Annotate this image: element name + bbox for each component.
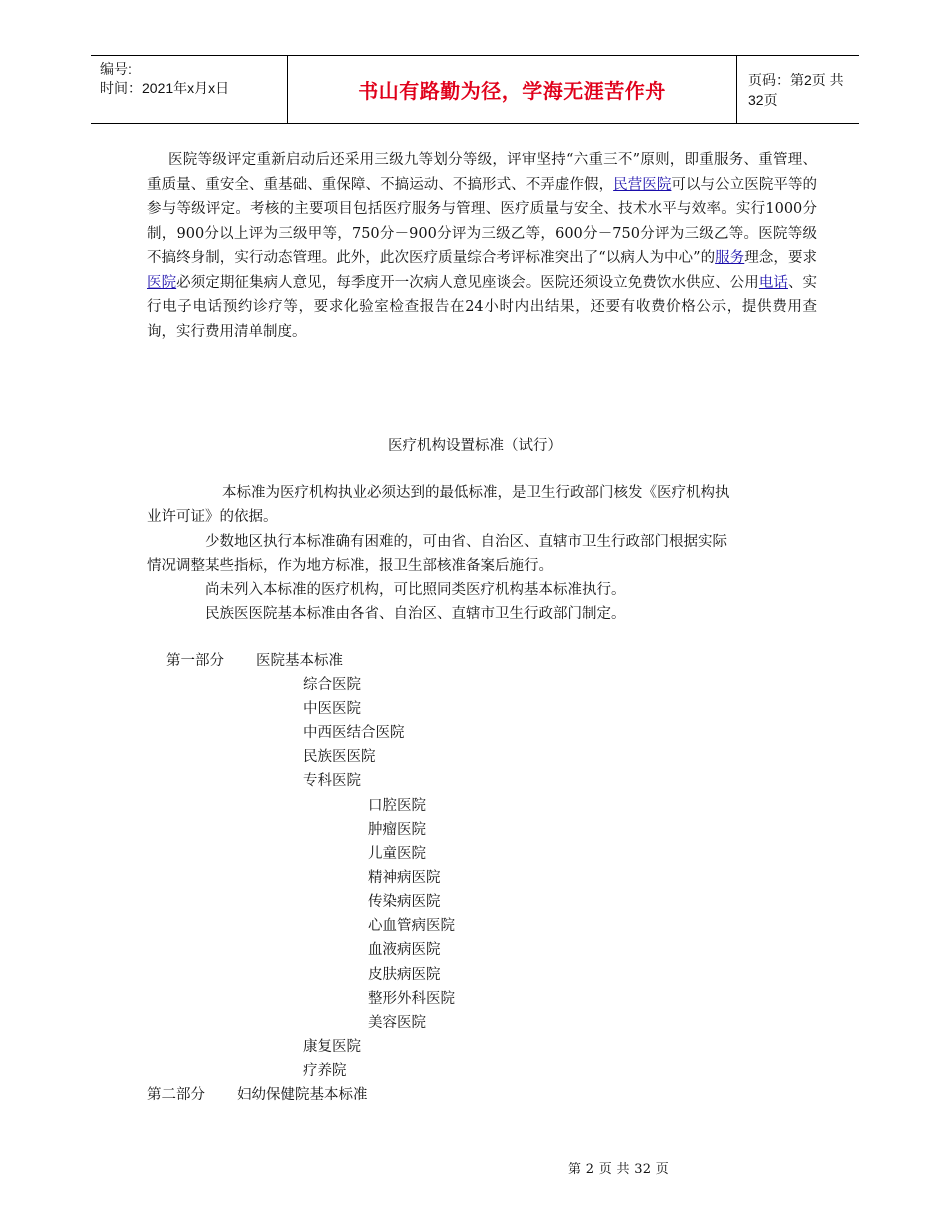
header-motto: 书山有路勤为径，学海无涯苦作舟 xyxy=(287,56,737,123)
intro-text: 医院等级评定重新启动后还采用三级九等划分等级，评审坚持“六重三不”原则，即重服务、重管理、重质量、重安全、重基础、重保障、不搞运动、不搞形式、不弄虚作假， xyxy=(147,152,817,193)
page-header xyxy=(91,55,859,124)
toc-item: 民族医医院 xyxy=(303,749,376,765)
header-meta xyxy=(91,56,286,123)
toc-subitem: 精神病医院 xyxy=(368,870,441,886)
standard-paragraph-2-cont: 情况调整某些指标，作为地方标准，报卫生部核准备案后施行。 xyxy=(147,558,553,574)
part2-title: 妇幼保健院基本标准 xyxy=(237,1087,368,1103)
intro-text: 、实行电子电话预约诊疗等，要求化验室检查报告在24小时内出结果，还要有收费价格公示，提供费用查询，实行费用清单制度。 xyxy=(147,274,818,340)
toc-subitem: 血液病医院 xyxy=(368,942,441,958)
toc-item: 专科医院 xyxy=(303,773,361,789)
link-private-hospital[interactable]: 民营医院 xyxy=(613,176,672,193)
toc-item: 中西医结合医院 xyxy=(303,725,405,741)
link-service[interactable]: 服务 xyxy=(715,250,745,266)
toc-subitem: 美容医院 xyxy=(368,1015,426,1031)
intro-text: 可以与公立医院平等的参与等级评定。考核的主要项目包括医疗服务与管理、医疗质量与安全、技术水平与效率。实行1000分制，900分以上评为三级甲等，750分－900分评为三级乙等，600分－750分评为三级乙等。医院等级不搞终身制，实行动态管理。此外，此次医疗质量综合考评标准突出了“以病人为中心”的 xyxy=(147,176,818,266)
toc-subitem: 皮肤病医院 xyxy=(368,967,441,983)
toc-subitem: 口腔医院 xyxy=(368,798,426,814)
toc-subitem: 心血管病医院 xyxy=(368,918,455,934)
toc-subitem: 肿瘤医院 xyxy=(368,822,426,838)
standard-paragraph-2: 少数地区执行本标准确有困难的，可由省、自治区、直辖市卫生行政部门根据实际 xyxy=(205,534,727,550)
serial-number-label: 编号: xyxy=(100,61,132,77)
intro-text: 必须定期征集病人意见，每季度开一次病人意见座谈会。医院还须设立免费饮水供应、公用 xyxy=(176,274,759,291)
standard-paragraph-1-cont: 业许可证》的依据。 xyxy=(147,509,278,525)
standard-paragraph-4: 民族医医院基本标准由各省、自治区、直辖市卫生行政部门制定。 xyxy=(205,606,626,622)
intro-paragraph xyxy=(147,148,817,344)
toc-item: 疗养院 xyxy=(303,1063,347,1079)
part2-label: 第二部分 xyxy=(147,1087,205,1103)
standard-paragraph-3: 尚未列入本标准的医疗机构，可比照同类医疗机构基本标准执行。 xyxy=(205,582,626,598)
toc-item: 综合医院 xyxy=(303,677,361,693)
toc-item: 康复医院 xyxy=(303,1039,361,1055)
toc-subitem: 传染病医院 xyxy=(368,894,441,910)
standard-paragraph-1: 本标准为医疗机构执业必须达到的最低标准，是卫生行政部门核发《医疗机构执 xyxy=(222,485,730,501)
date-label: 时间：2021年x月x日 xyxy=(100,80,230,96)
part1-title: 医院基本标准 xyxy=(256,653,343,669)
standard-title: 医疗机构设置标准（试行） xyxy=(388,438,562,454)
link-telephone[interactable]: 电话 xyxy=(758,274,788,291)
toc-subitem: 儿童医院 xyxy=(368,846,426,862)
link-hospital[interactable]: 医院 xyxy=(147,274,177,291)
part1-label: 第一部分 xyxy=(166,653,224,669)
intro-text: 理念，要求 xyxy=(744,250,818,266)
header-page-info: 页码：第2页 共32页 xyxy=(748,71,844,108)
toc-item: 中医医院 xyxy=(303,701,361,717)
toc-subitem: 整形外科医院 xyxy=(368,991,455,1007)
page-footer: 第 2 页 共 32 页 xyxy=(568,1162,670,1177)
